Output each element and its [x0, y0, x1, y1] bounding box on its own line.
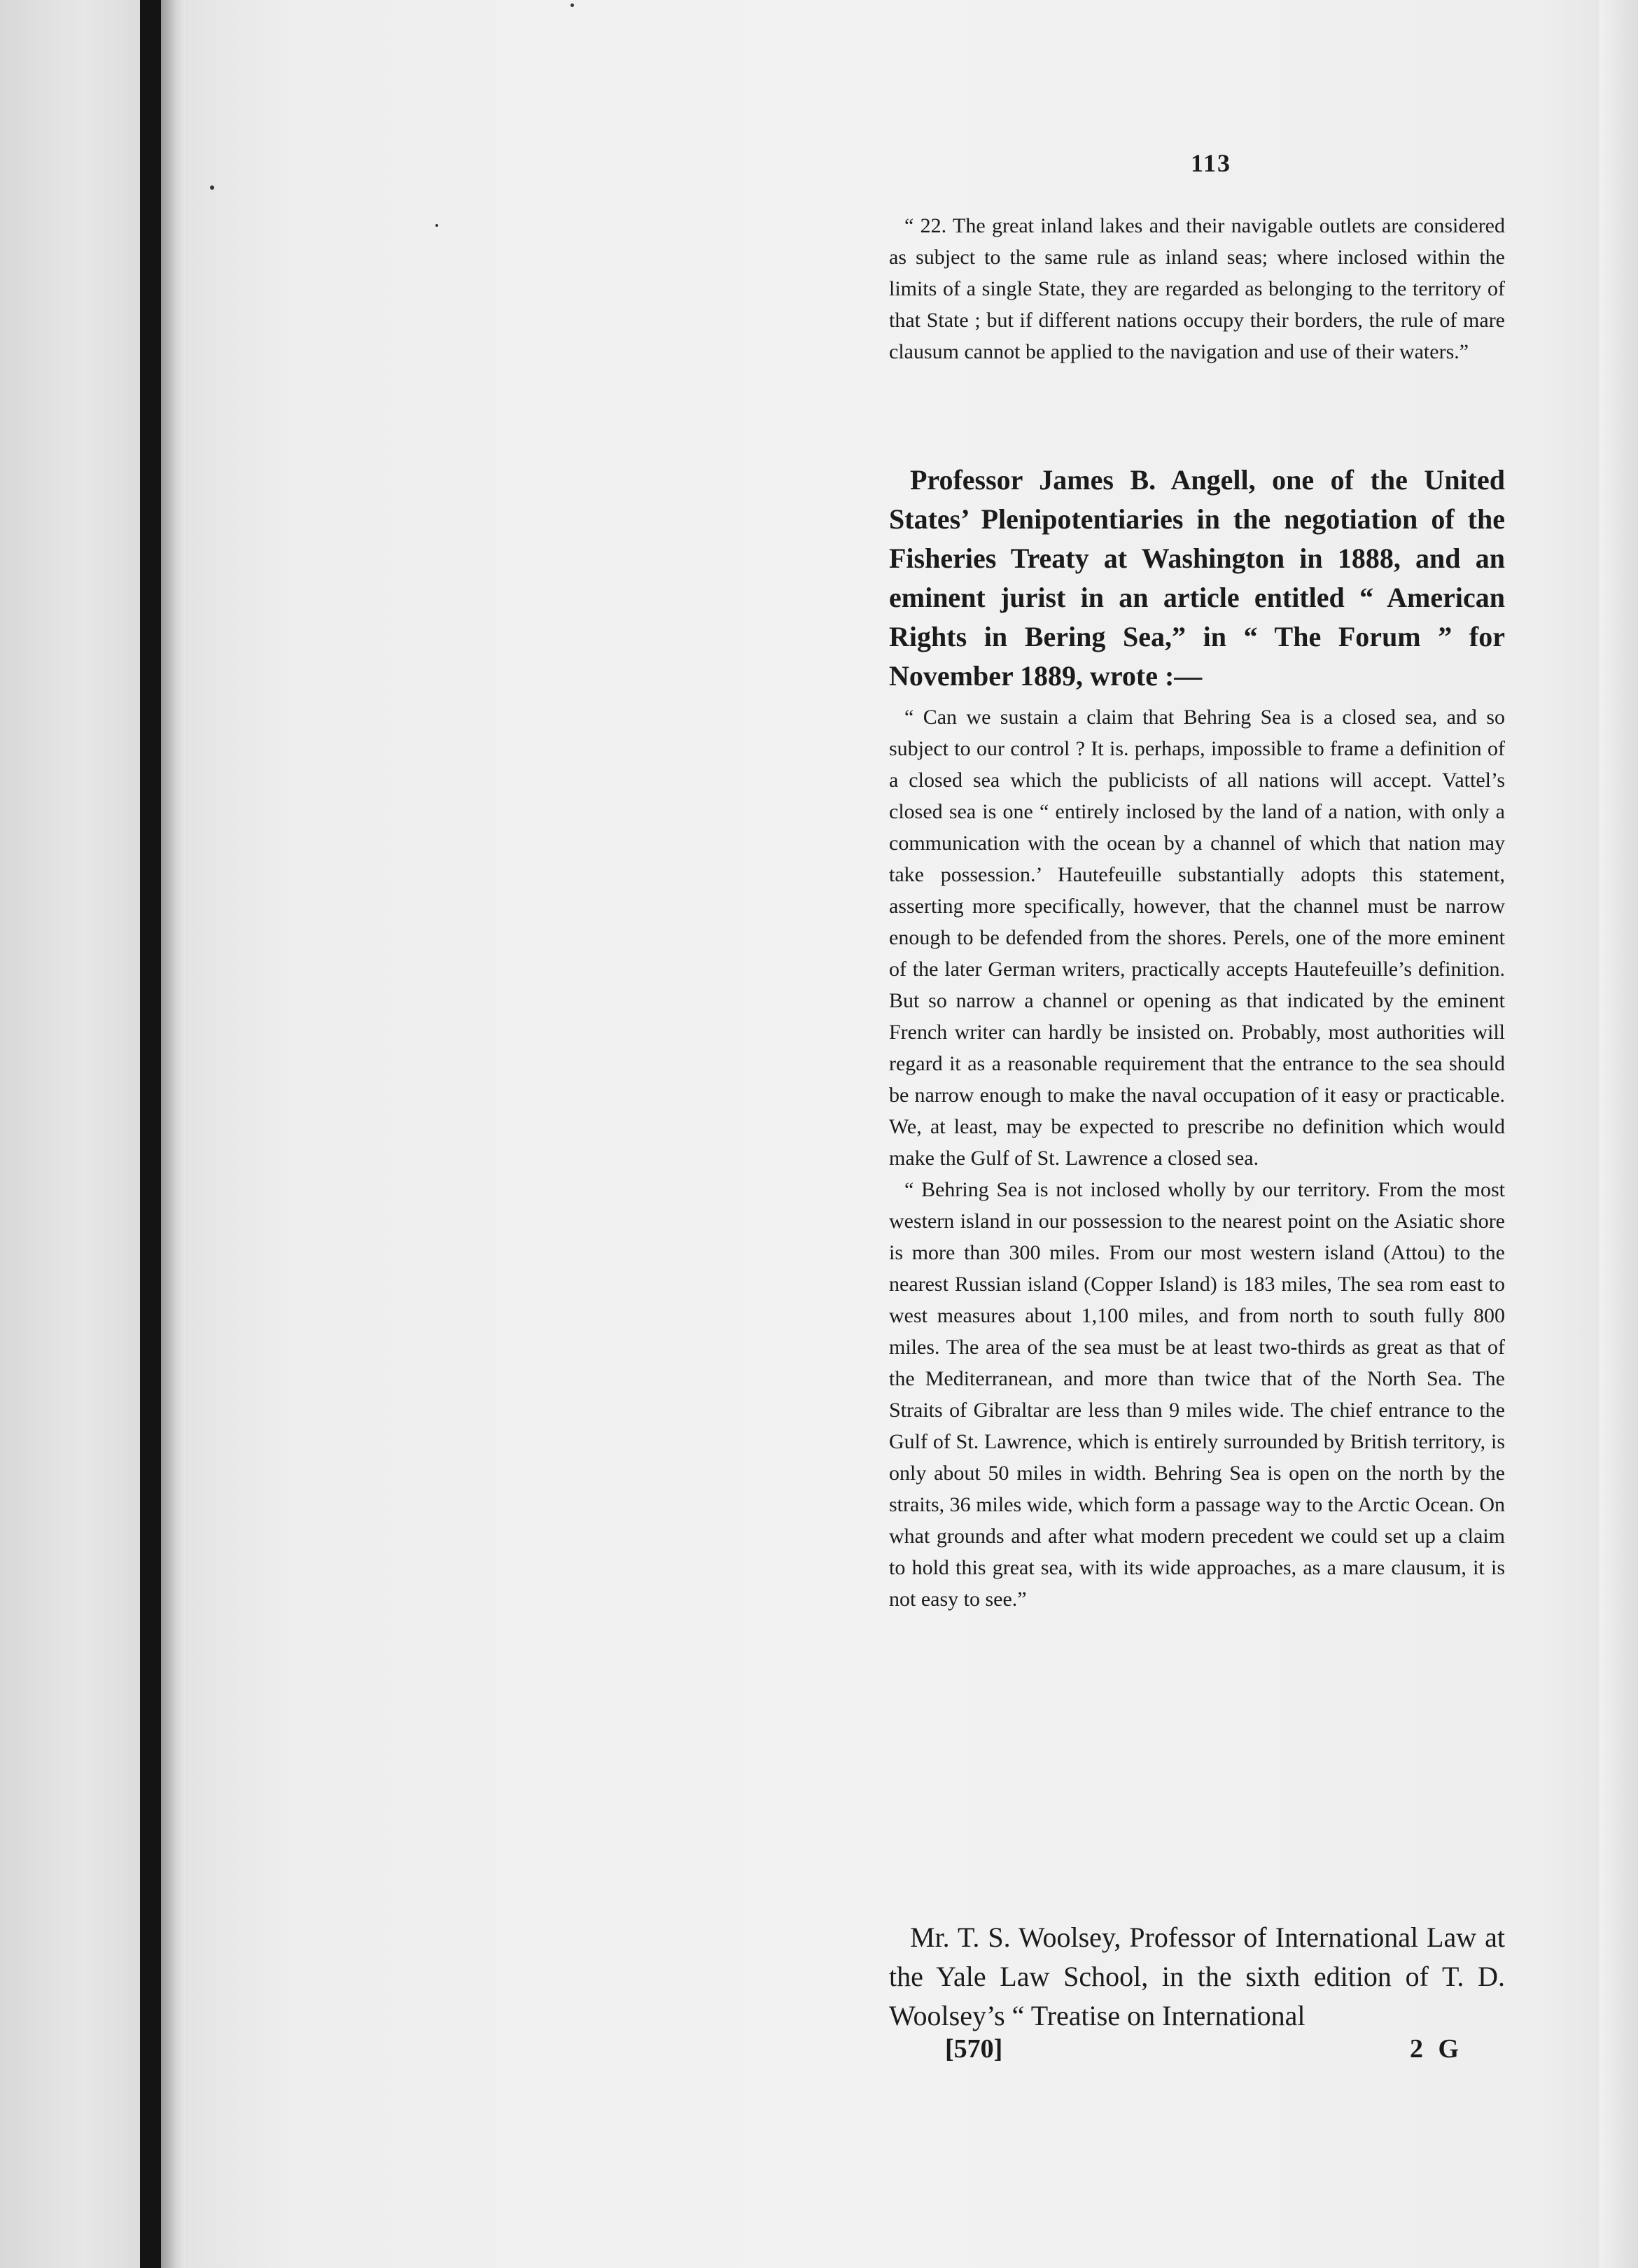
facing-page-margin — [0, 0, 140, 2268]
quotation-inland-lakes — [889, 210, 1505, 368]
page-right-edge — [1600, 0, 1638, 2268]
woolsey-introduction — [889, 1918, 1505, 2036]
body-paragraph: Professor James B. Angell, one of the United States’ Plenipotentiaries in the negotiation of the Fisheries Treaty at Washington in 1888, and an eminent jurist in an article entitled “ American Rights in Bering Sea,” in “ The Forum ” for November 1889, wrote :— — [889, 464, 1505, 692]
scan-speck — [435, 224, 438, 227]
scan-speck — [570, 4, 574, 7]
page-number: 113 — [1190, 149, 1231, 177]
scan-speck — [210, 186, 214, 190]
quotation-angell — [889, 701, 1505, 1615]
quote-paragraph-2: “ Behring Sea is not inclosed wholly by our territory. From the most western island in our possession to the nearest point on the Asiatic shore is more than 300 miles. From our most western island (Attou) to the nearest Russian island (Copper Island) is 183 miles, The sea rom east to west measures about 1,100 miles, and from north to south fully 800 miles. The area of the sea must be at least two-thirds as great as that of the Mediterranean, and more than twice that of the North Sea. The Straits of Gibraltar are less than 9 miles wide. The chief entrance to the Gulf of St. Lawrence, which is entirely surrounded by British territory, is only about 50 miles in width. Behring Sea is open on the north by the straits, 36 miles wide, which form a passage way to the Arctic Ocean. On what grounds and after what modern precedent we could set up a claim to hold this great sea, with its wide approaches, as a mare clausum, it is not easy to see.” — [889, 1178, 1505, 1611]
spine-gradient — [161, 0, 186, 2268]
body-paragraph: Mr. T. S. Woolsey, Professor of International Law at the Yale Law School, in the sixth edition of T. D. Woolsey’s “ Treatise on International — [889, 1921, 1505, 2031]
book-spine-shadow — [140, 0, 161, 2268]
footer-signature-mark: 2 G — [1409, 2034, 1463, 2064]
page-footer — [903, 2033, 1505, 2076]
quote-paragraph-1: “ Can we sustain a claim that Behring Sea is a closed sea, and so subject to our control ? It is. perhaps, impossible to frame a definition of a closed sea which the publicists of all nations will accept. Vattel’s closed sea is one “ entirely inclosed by the land of a nation, with only a communication with the ocean by a channel of which that nation may take possession.’ Hautefeuille substantially adopts this statement, asserting more specifically, however, that the channel must be narrow enough to be defended from the shores. Perels, one of the more eminent of the later German writers, practically accepts Hautefeuille’s definition. But so narrow a channel or opening as that indicated by the eminent French writer can hardly be insisted on. Probably, most authorities will regard it as a reasonable requirement that the entrance to the sea should be narrow enough to make the naval occupation of it easy or practicable. We, at least, may be expected to prescribe no definition which would make the Gulf of St. Lawrence a closed sea. — [889, 706, 1505, 1170]
footer-sheet-number: [570] — [945, 2034, 1003, 2064]
quote-paragraph: “ 22. The great inland lakes and their navigable outlets are considered as subject to the same rule as inland seas; where inclosed within the limits of a single State, they are regarded as belonging to the territory of that State ; but if different nations occupy their borders, the rule of mare clausum cannot be applied to the navigation and use of their waters.” — [889, 214, 1505, 363]
angell-introduction — [889, 461, 1505, 696]
